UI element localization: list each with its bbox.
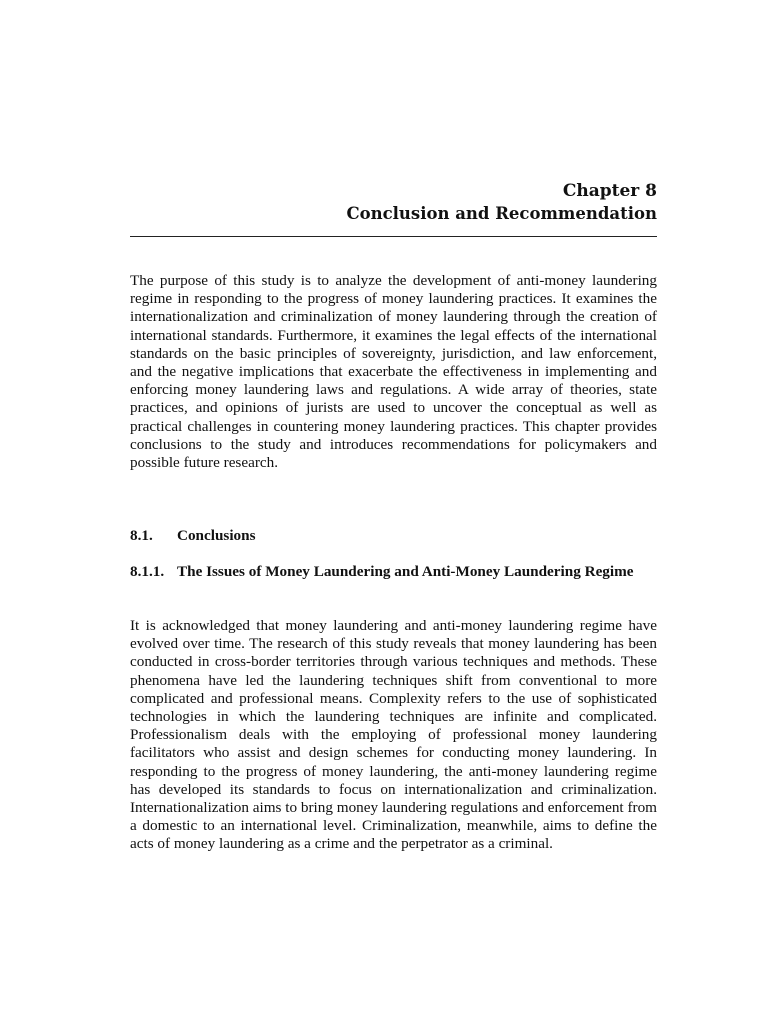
chapter-number: Chapter 8 (562, 181, 657, 201)
intro-paragraph: The purpose of this study is to analyze the development of anti-money laundering regime in responding to the progress of money laundering practices. It examines the internationalization and criminalization of money laundering through the creation of international standards. Furthermore, it examines the legal effects of the international standards on the basic principles of sovereignty, jurisdiction, and law enforcement, and the negative implications that exacerbate the effectiveness in implementing and enforcing money laundering laws and regulations. A wide array of theories, state practices, and opinions of jurists are used to uncover the conceptual as well as practical challenges in countering money laundering practices. This chapter provides conclusions to the study and introduces recommendations for policymakers and possible future research. (130, 272, 657, 472)
heading-divider (130, 236, 657, 237)
subsection-number: 8.1.1. (130, 563, 165, 580)
body-paragraph: It is acknowledged that money laundering and anti-money laundering regime have evolved over time. The research of this study reveals that money laundering has been conducted in cross-border territories through various techniques and methods. These phenomena have led the laundering techniques shift from conventional to more complicated and professional means. Complexity refers to the use of sophisticated technologies in which the laundering techniques are infinite and complicated. Professionalism deals with the employing of professional money laundering facilitators who assist and design schemes for conducting money laundering. In responding to the progress of money laundering, the anti-money laundering regime has developed its standards to focus on internationalization and criminalization. Internationalization aims to bring money laundering regulations and enforcement from a domestic to an international level. Criminalization, meanwhile, aims to define the acts of money laundering as a crime and the perpetrator as a criminal. (130, 617, 657, 853)
section-number: 8.1. (130, 527, 153, 544)
subsection-heading (130, 563, 657, 582)
section-heading (130, 527, 657, 546)
subsection-title: The Issues of Money Laundering and Anti-Money Laundering Regime (177, 563, 634, 580)
chapter-title: Conclusion and Recommendation (346, 204, 657, 223)
chapter-heading (346, 180, 657, 226)
section-title: Conclusions (177, 527, 256, 544)
